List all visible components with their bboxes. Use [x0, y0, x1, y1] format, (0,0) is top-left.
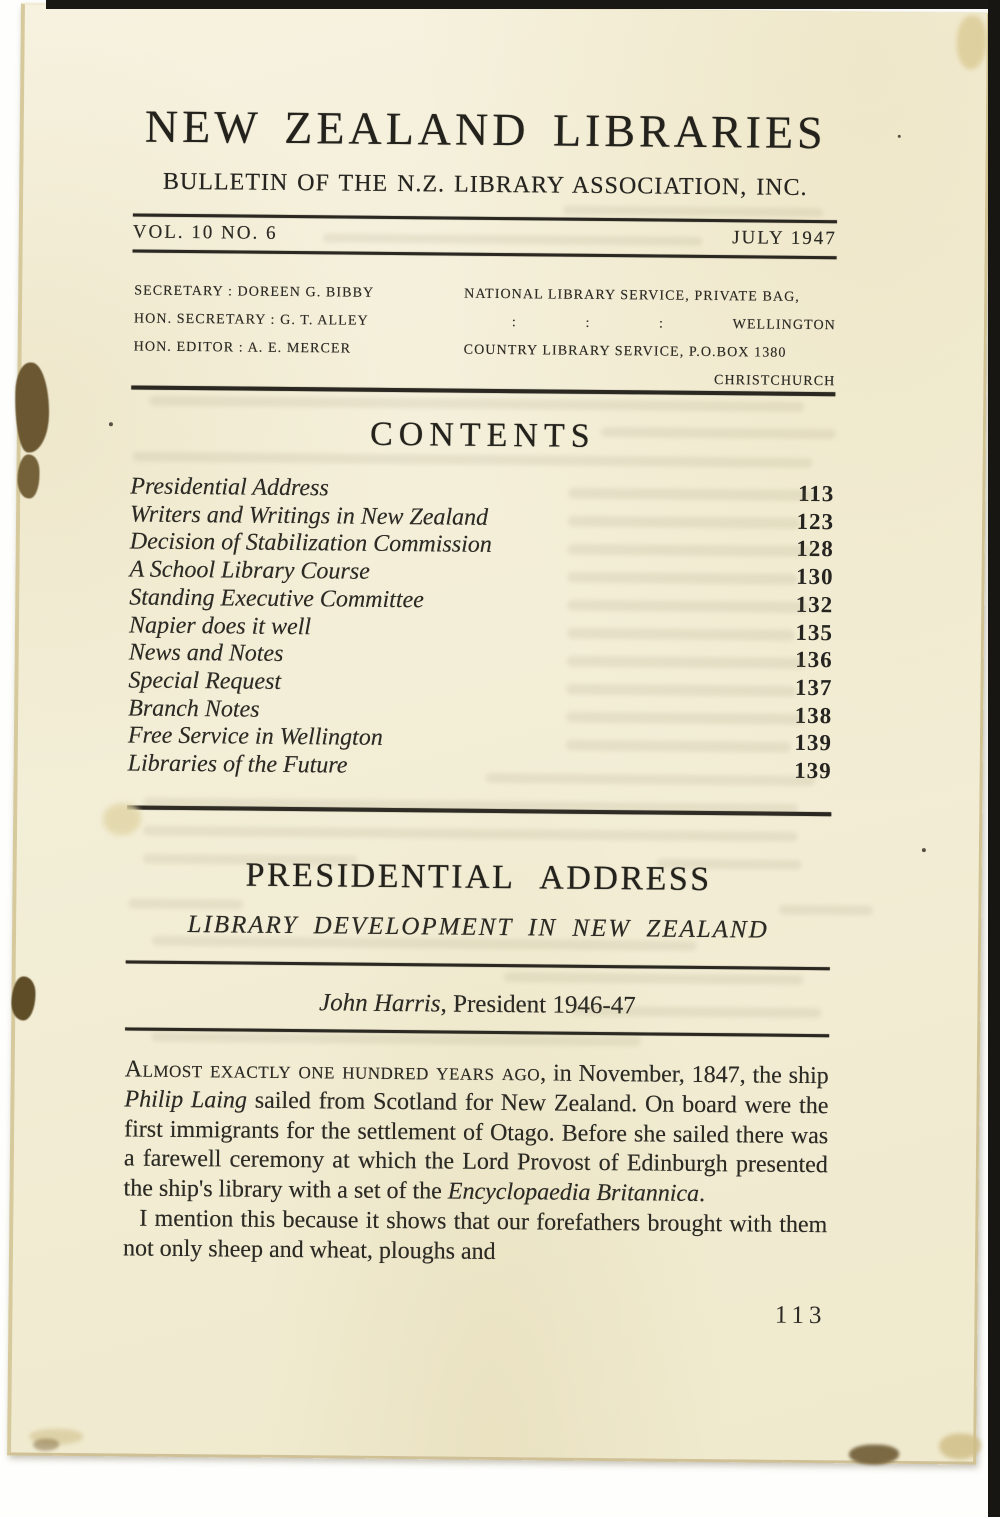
contents-item-title: A School Library Course — [129, 556, 370, 585]
show-through-artifact — [566, 684, 796, 697]
byline-author: John Harris — [318, 989, 441, 1018]
address-line-1: NATIONAL LIBRARY SERVICE, PRIVATE BAG, — [464, 286, 801, 305]
hon-editor-line: HON. EDITOR : A. E. MERCER — [133, 339, 352, 357]
contents-item-title: Branch Notes — [128, 695, 260, 723]
paragraph-1: Almost exactly one hundred years ago, in November, 1847, the ship Philip Laing sailed from Scotland for New Zealand. On board were the first immigrants for the settlement of Otago. Before she sailed there was a farewell ceremony at which the Lord Provost of Edinburgh presented the ship's library with a set of the Encyclopaedia Britannica. — [123, 1056, 829, 1208]
show-through-artifact — [657, 859, 802, 870]
contents-item-page: 130 — [795, 563, 834, 590]
article-heading: PRESIDENTIAL ADDRESS — [245, 856, 712, 899]
volume-number: VOL. 10 NO. 6 — [132, 221, 278, 244]
contents-item-page: 139 — [794, 757, 832, 784]
ink-speck — [109, 422, 113, 426]
bulletin-title: NEW ZEALAND LIBRARIES — [144, 100, 827, 159]
contents-item-title: Napier does it well — [128, 611, 312, 640]
page-content — [11, 4, 987, 1461]
scanner-edge-right — [988, 0, 1000, 1517]
secretary-line: SECRETARY : DOREEN G. BIBBY — [134, 283, 375, 301]
divider-rule — [126, 960, 830, 970]
contents-item-page: 136 — [795, 647, 833, 673]
issue-date: JULY 1947 — [732, 227, 837, 250]
page-number: 113 — [774, 1301, 827, 1330]
contents-heading: CONTENTS — [369, 415, 596, 455]
contents-item-title: Decision of Stabilization Commission — [129, 528, 492, 559]
scanner-edge-top — [46, 0, 1000, 9]
contents-item-title: Standing Executive Committee — [129, 584, 424, 614]
contents-item-page: 128 — [796, 536, 834, 562]
city-wellington: WELLINGTON — [732, 317, 836, 334]
contents-item-title: Special Request — [128, 667, 282, 695]
staff-officers — [133, 277, 464, 392]
show-through-artifact — [778, 905, 873, 916]
binding-stain-mark — [17, 454, 39, 498]
show-through-artifact — [568, 516, 800, 529]
hon-secretary-line: HON. SECRETARY : G. T. ALLEY — [133, 311, 369, 329]
show-through-artifact — [567, 600, 809, 613]
show-through-artifact — [128, 898, 243, 909]
article-body — [123, 1055, 829, 1270]
contents-item-title: News and Notes — [128, 639, 284, 668]
show-through-artifact — [568, 544, 813, 557]
paper-stain — [939, 1433, 981, 1459]
paragraph-2: I mention this because it shows that our forefathers brought with them not only sheep and wheat, ploughs and — [122, 1205, 828, 1265]
show-through-artifact — [566, 740, 791, 753]
contents-item-page: 138 — [794, 702, 833, 728]
colon-separator: : — [658, 316, 665, 332]
address-line-3: COUNTRY LIBRARY SERVICE, P.O.BOX 1380 — [463, 342, 787, 361]
address-line-2 — [464, 309, 836, 341]
contents-item-title: Libraries of the Future — [127, 750, 348, 779]
contents-item-page: 132 — [795, 591, 834, 618]
bulletin-subtitle: BULLETIN OF THE N.Z. LIBRARY ASSOCIATION, INC. — [162, 168, 808, 201]
contents-item-page: 123 — [796, 508, 835, 534]
contents-item-title: Presidential Address — [130, 473, 329, 502]
contents-item-page: 139 — [794, 730, 833, 756]
ink-speck — [898, 135, 901, 138]
ink-speck — [922, 848, 926, 852]
show-through-artifact — [567, 572, 797, 585]
divider-rule — [133, 249, 837, 259]
show-through-artifact — [566, 712, 804, 725]
show-through-artifact — [143, 854, 358, 866]
staff-addresses — [463, 281, 836, 397]
contents-item-page: 135 — [795, 619, 834, 645]
paper-stain — [849, 1444, 899, 1464]
colon-separator: : — [585, 315, 591, 331]
document-page — [7, 3, 990, 1464]
colon-separator: : — [511, 315, 518, 331]
article-subheading: LIBRARY DEVELOPMENT IN NEW ZEALAND — [187, 911, 769, 944]
contents-item-page: 113 — [797, 480, 835, 507]
show-through-artifact — [567, 656, 807, 669]
contents-item-title: Free Service in Wellington — [127, 722, 383, 752]
city-christchurch: CHRISTCHURCH — [713, 373, 836, 390]
staff-block — [133, 277, 836, 396]
show-through-artifact — [567, 628, 795, 641]
contents-item-title: Writers and Writings in New Zealand — [129, 501, 489, 531]
byline-role: , President 1946-47 — [440, 990, 636, 1020]
contents-item-page: 137 — [794, 674, 833, 701]
show-through-artifact — [568, 488, 813, 501]
